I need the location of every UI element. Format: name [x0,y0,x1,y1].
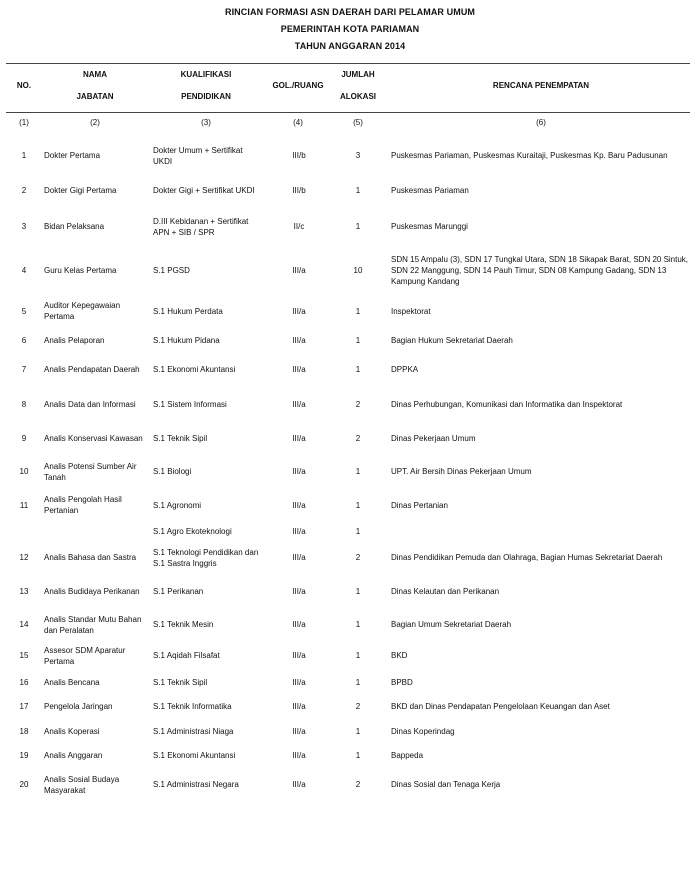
gol-ruang-cell-text: III/a [292,306,306,316]
kualifikasi-cell [153,719,263,743]
jabatan-cell [44,488,146,522]
rencana-penempatan-cell-text: Bappeda [391,751,424,760]
gol-ruang-cell [265,574,333,608]
row-number [6,294,42,328]
jumlah-alokasi-cell [333,246,383,294]
jumlah-alokasi-cell [333,207,383,246]
rencana-penempatan-cell [391,488,691,522]
jumlah-alokasi-cell [333,541,383,574]
jabatan-cell-text: Analis Bahasa dan Sastra [44,553,137,562]
kualifikasi-cell-text: S.1 Agro Ekoteknologi [153,527,232,536]
rencana-penempatan-cell-text: Dinas Koperindag [391,726,455,736]
rencana-penempatan-cell [391,670,691,694]
jabatan-cell [44,743,146,768]
rencana-penempatan-cell [391,422,691,455]
jabatan-cell [44,246,146,294]
gol-ruang-cell [265,246,333,294]
jumlah-alokasi-cell [333,641,383,670]
jabatan-cell [44,455,146,488]
jabatan-cell [44,608,146,641]
kualifikasi-cell-text: S.1 Ekonomi Akuntansi [153,365,236,374]
gol-ruang-cell [265,207,333,246]
rencana-penempatan-cell [391,174,691,207]
rencana-penempatan-cell [391,246,691,294]
jabatan-cell [44,207,146,246]
gol-ruang-cell [265,422,333,455]
gol-ruang-cell [265,541,333,574]
kualifikasi-cell [153,670,263,694]
jabatan-cell [44,541,146,574]
gol-ruang-cell [265,386,333,422]
gol-ruang-cell [265,137,333,174]
table-row [0,294,700,328]
table-row [0,137,700,174]
rencana-penempatan-cell [391,574,691,608]
kualifikasi-cell-text: S.1 Aqidah Filsafat [153,651,220,660]
jumlah-alokasi-cell-text: 10 [353,265,363,275]
row-number [6,137,42,174]
jabatan-cell [44,694,146,719]
jabatan-cell [44,137,146,174]
gol-ruang-cell [265,455,333,488]
row-number [6,207,42,246]
gol-ruang-cell-text: III/a [292,553,306,562]
jumlah-alokasi-cell-text: 3 [355,151,361,160]
jabatan-cell [44,328,146,353]
jumlah-alokasi-cell-text: 1 [355,620,361,629]
jumlah-alokasi-cell-text: 1 [355,365,361,374]
kualifikasi-cell [153,353,263,386]
gol-ruang-cell [265,174,333,207]
jabatan-cell-text: Analis Budidaya Perikanan [44,586,140,596]
kualifikasi-cell [153,246,263,294]
gol-ruang-cell-text: III/a [292,527,306,536]
header-bottom-rule [6,112,690,113]
rencana-penempatan-cell-text: BKD dan Dinas Pendapatan Pengelolaan Keuangan dan Aset [391,702,610,711]
rencana-penempatan-cell [391,353,691,386]
jumlah-alokasi-cell-text: 2 [355,553,361,562]
kualifikasi-cell [153,422,263,455]
jabatan-cell-text: Analis Koperasi [44,726,100,736]
jumlah-alokasi-cell [333,574,383,608]
row-number-text: 8 [21,399,27,409]
jumlah-alokasi-cell-text: 2 [355,399,361,409]
column-number: (4) [293,118,303,127]
jabatan-cell-text: Analis Standar Mutu Bahan dan Peralatan [44,614,142,635]
gol-ruang-cell [265,641,333,670]
gol-ruang-cell [265,294,333,328]
kualifikasi-cell-text: Dokter Umum + Sertifikat UKDI [153,145,243,166]
gol-ruang-cell [265,522,333,541]
kualifikasi-cell-text: S.1 PGSD [153,265,190,275]
jumlah-alokasi-cell-text: 1 [355,500,361,510]
table-row [0,455,700,488]
jabatan-cell-text: Analis Pelaporan [44,336,105,345]
kualifikasi-cell [153,137,263,174]
header-jumlah-alokasi: JUMLAH ALOKASI [340,70,376,101]
jumlah-alokasi-cell [333,694,383,719]
jumlah-alokasi-cell-text: 1 [355,467,361,476]
gol-ruang-cell-text: III/a [292,434,306,443]
rencana-penempatan-cell-text: UPT. Air Bersih Dinas Pekerjaan Umum [391,467,532,476]
gol-ruang-cell [265,768,333,801]
jumlah-alokasi-cell [333,455,383,488]
jabatan-cell [44,353,146,386]
gol-ruang-cell-text: III/a [292,726,306,736]
gol-ruang-cell-text: III/a [292,467,306,476]
row-number-text: 6 [21,336,27,345]
jabatan-cell [44,719,146,743]
row-number [6,422,42,455]
jumlah-alokasi-cell [333,294,383,328]
gol-ruang-cell-text: III/a [292,677,306,687]
rencana-penempatan-cell [391,768,691,801]
column-number: (5) [353,118,363,127]
title-line-2: PEMERINTAH KOTA PARIAMAN [280,24,420,34]
table-row [0,353,700,386]
rencana-penempatan-cell-text: Inspektorat [391,306,431,316]
gol-ruang-cell-text: III/a [292,365,306,374]
row-number-text: 2 [21,186,27,195]
gol-ruang-cell-text: III/a [292,751,306,760]
jabatan-cell-text: Analis Pengolah Hasil Pertanian [44,495,122,515]
table-row [0,246,700,294]
row-number-text: 18 [19,726,29,736]
rencana-penempatan-cell-text: Puskesmas Marunggi [391,222,468,231]
jabatan-cell [44,386,146,422]
rencana-penempatan-cell [391,137,691,174]
rencana-penempatan-cell [391,522,691,541]
gol-ruang-cell-text: III/a [292,620,306,629]
jumlah-alokasi-cell [333,386,383,422]
kualifikasi-cell [153,608,263,641]
header-nama-jabatan: NAMA JABATAN [76,70,114,101]
kualifikasi-cell-text: S.1 Administrasi Negara [153,780,239,789]
jabatan-cell-text: Analis Anggaran [44,751,103,760]
table-row [0,608,700,641]
rencana-penempatan-cell [391,207,691,246]
gol-ruang-cell [265,488,333,522]
jabatan-cell-text: Analis Potensi Sumber Air Tanah [44,461,137,482]
row-number [6,353,42,386]
rencana-penempatan-cell-text: BKD [391,651,408,660]
gol-ruang-cell-text: III/b [292,186,306,195]
gol-ruang-cell [265,719,333,743]
rencana-penempatan-cell-text: Dinas Perhubungan, Komunikasi dan Informatika dan Inspektorat [391,399,623,409]
rencana-penempatan-cell [391,694,691,719]
gol-ruang-cell-text: III/a [292,399,306,409]
row-number-text: 5 [21,306,27,316]
table-row [0,328,700,353]
jabatan-cell-text: Auditor Kepegawaian Pertama [44,301,121,321]
row-number [6,641,42,670]
kualifikasi-cell-text: S.1 Perikanan [153,586,204,596]
column-number: (2) [90,118,100,127]
table-body [0,137,700,801]
row-number [6,541,42,574]
kualifikasi-cell-text: S.1 Ekonomi Akuntansi [153,751,236,760]
row-number [6,174,42,207]
jabatan-cell-text: Guru Kelas Pertama [44,265,117,275]
row-number [6,670,42,694]
jabatan-cell [44,574,146,608]
gol-ruang-cell-text: III/a [292,651,306,660]
rencana-penempatan-cell [391,743,691,768]
jabatan-cell [44,670,146,694]
jumlah-alokasi-cell [333,328,383,353]
kualifikasi-cell-text: S.1 Teknik Informatika [153,702,232,711]
row-number-text: 15 [19,651,29,660]
gol-ruang-cell [265,670,333,694]
kualifikasi-cell [153,694,263,719]
jumlah-alokasi-cell-text: 1 [355,336,361,345]
kualifikasi-cell [153,455,263,488]
jabatan-cell-text: Analis Konservasi Kawasan [44,434,143,443]
jabatan-cell-text: Dokter Gigi Pertama [44,186,117,195]
jumlah-alokasi-cell [333,522,383,541]
jumlah-alokasi-cell-text: 2 [355,780,361,789]
gol-ruang-cell [265,353,333,386]
document-title [0,4,700,55]
jumlah-alokasi-cell [333,422,383,455]
rencana-penempatan-cell [391,455,691,488]
row-number-text: 9 [21,434,27,443]
jumlah-alokasi-cell [333,768,383,801]
table-row [0,386,700,422]
jabatan-cell [44,522,146,541]
kualifikasi-cell [153,743,263,768]
kualifikasi-cell [153,541,263,574]
row-number-text: 13 [19,586,29,596]
rencana-penempatan-cell [391,328,691,353]
rencana-penempatan-cell-text: DPPKA [391,365,419,374]
kualifikasi-cell-text: S.1 Teknik Mesin [153,620,214,629]
kualifikasi-cell [153,768,263,801]
kualifikasi-cell [153,174,263,207]
row-number-text: 20 [19,780,29,789]
jabatan-cell [44,294,146,328]
table-row [0,541,700,574]
table-row [0,522,700,541]
rencana-penempatan-cell-text: Puskesmas Pariaman [391,186,469,195]
jumlah-alokasi-cell-text: 1 [355,726,361,736]
row-number-text: 10 [19,467,29,476]
jabatan-cell [44,422,146,455]
header-no: NO. [16,81,32,90]
rencana-penempatan-cell [391,541,691,574]
jabatan-cell [44,768,146,801]
gol-ruang-cell-text: III/a [292,336,306,345]
table-row [0,174,700,207]
jabatan-cell-text: Analis Sosial Budaya Masyarakat [44,774,120,795]
table-row [0,207,700,246]
row-number-text: 4 [21,265,27,275]
jabatan-cell-text: Dokter Pertama [44,151,101,160]
kualifikasi-cell [153,488,263,522]
table-row [0,694,700,719]
row-number-text: 14 [19,620,29,629]
jumlah-alokasi-cell [333,137,383,174]
jabatan-cell-text: Analis Data dan Informasi [44,399,136,409]
rencana-penempatan-cell [391,641,691,670]
kualifikasi-cell [153,207,263,246]
table-row [0,743,700,768]
rencana-penempatan-cell-text: Dinas Kelautan dan Perikanan [391,586,500,596]
jabatan-cell [44,174,146,207]
jabatan-cell-text: Analis Bencana [44,677,100,687]
jumlah-alokasi-cell-text: 1 [355,651,361,660]
row-number [6,574,42,608]
row-number [6,522,42,541]
row-number [6,694,42,719]
gol-ruang-cell [265,608,333,641]
column-number: (1) [19,118,29,127]
rencana-penempatan-cell-text: Bagian Hukum Sekretariat Daerah [391,336,513,345]
jumlah-alokasi-cell-text: 1 [355,527,361,536]
jumlah-alokasi-cell-text: 1 [355,751,361,760]
jumlah-alokasi-cell [333,608,383,641]
row-number [6,246,42,294]
rencana-penempatan-cell [391,719,691,743]
table-row [0,574,700,608]
kualifikasi-cell-text: S.1 Hukum Pidana [153,336,220,345]
kualifikasi-cell [153,294,263,328]
jumlah-alokasi-cell [333,743,383,768]
kualifikasi-cell-text: S.1 Hukum Perdata [153,306,223,316]
jumlah-alokasi-cell-text: 1 [355,186,361,195]
table-row [0,768,700,801]
rencana-penempatan-cell-text: Bagian Umum Sekretariat Daerah [391,620,512,629]
kualifikasi-cell-text: D.III Kebidanan + Sertifikat APN + SIB / SPR [153,216,249,237]
row-number [6,455,42,488]
kualifikasi-cell-text: S.1 Agronomi [153,500,202,510]
kualifikasi-cell-text: S.1 Teknik Sipil [153,434,208,443]
kualifikasi-cell [153,386,263,422]
jumlah-alokasi-cell-text: 1 [355,677,361,687]
rencana-penempatan-cell-text: Puskesmas Pariaman, Puskesmas Kuraitaji, Puskesmas Kp. Baru Padusunan [391,151,668,160]
jumlah-alokasi-cell [333,719,383,743]
gol-ruang-cell [265,694,333,719]
gol-ruang-cell-text: III/b [292,151,306,160]
jabatan-cell [44,641,146,670]
kualifikasi-cell-text: S.1 Teknologi Pendidikan dan S.1 Sastra Inggris [153,547,259,568]
jumlah-alokasi-cell [333,670,383,694]
row-number [6,768,42,801]
gol-ruang-cell-text: III/a [292,500,306,510]
row-number-text: 7 [21,365,27,374]
row-number-text: 1 [21,151,27,160]
jumlah-alokasi-cell [333,174,383,207]
row-number [6,328,42,353]
jumlah-alokasi-cell-text: 2 [355,702,361,711]
row-number-text: 17 [19,702,29,711]
row-number [6,386,42,422]
kualifikasi-cell [153,328,263,353]
gol-ruang-cell [265,328,333,353]
row-number [6,488,42,522]
rencana-penempatan-cell-text: Dinas Pendidikan Pemuda dan Olahraga, Bagian Humas Sekretariat Daerah [391,553,663,562]
jumlah-alokasi-cell-text: 2 [355,434,361,443]
row-number-text: 12 [19,553,29,562]
jumlah-alokasi-cell [333,353,383,386]
row-number [6,719,42,743]
jumlah-alokasi-cell-text: 1 [355,222,361,231]
header-rencana-penempatan: RENCANA PENEMPATAN [492,81,590,90]
kualifikasi-cell-text: Dokter Gigi + Sertifikat UKDI [153,186,255,195]
kualifikasi-cell [153,574,263,608]
gol-ruang-cell-text: III/a [292,702,306,711]
jumlah-alokasi-cell [333,488,383,522]
rencana-penempatan-cell [391,386,691,422]
row-number-text: 3 [21,222,27,231]
rencana-penempatan-cell-text: SDN 15 Ampalu (3), SDN 17 Tungkal Utara, SDN 18 Sikapak Barat, SDN 20 Sintuk, SDN 22 Manggung, SDN 14 Pauh Timur, SDN 08 Kampung Gadang, SDN 13 Kampung Kandang [391,254,689,286]
gol-ruang-cell-text: II/c [293,222,305,231]
rencana-penempatan-cell [391,294,691,328]
gol-ruang-cell-text: III/a [292,780,306,789]
title-line-1: RINCIAN FORMASI ASN DAERAH DARI PELAMAR UMUM [224,7,476,17]
column-number: (3) [201,118,211,127]
kualifikasi-cell-text: S.1 Biologi [153,467,192,476]
row-number [6,608,42,641]
jabatan-cell-text: Pengelola Jaringan [44,702,113,711]
column-number-row [0,118,700,132]
rencana-penempatan-cell-text: Dinas Pekerjaan Umum [391,434,476,443]
row-number-text: 11 [19,500,29,510]
header-kualifikasi: KUALIFIKASI PENDIDIKAN [180,70,232,101]
rencana-penempatan-cell [391,608,691,641]
row-number-text: 16 [19,677,29,687]
gol-ruang-cell-text: III/a [292,586,306,596]
kualifikasi-cell-text: S.1 Teknik Sipil [153,677,208,687]
table-row [0,641,700,670]
rencana-penempatan-cell-text: Dinas Sosial dan Tenaga Kerja [391,780,501,789]
gol-ruang-cell-text: III/a [292,265,306,275]
kualifikasi-cell-text: S.1 Administrasi Niaga [153,726,234,736]
rencana-penempatan-cell-text: Dinas Pertanian [391,500,448,510]
table-row [0,719,700,743]
header-gol-ruang: GOL./RUANG [272,81,324,90]
jabatan-cell-text: Assesor SDM Aparatur Pertama [44,645,126,666]
kualifikasi-cell [153,522,263,541]
column-number: (6) [536,118,546,127]
title-line-3: TAHUN ANGGARAN 2014 [294,41,406,51]
rencana-penempatan-cell-text: BPBD [391,677,413,687]
table-row [0,488,700,522]
jumlah-alokasi-cell-text: 1 [355,306,361,316]
kualifikasi-cell-text: S.1 Sistem Informasi [153,399,227,409]
table-row [0,670,700,694]
jumlah-alokasi-cell-text: 1 [355,586,361,596]
row-number [6,743,42,768]
kualifikasi-cell [153,641,263,670]
jabatan-cell-text: Bidan Pelaksana [44,222,105,231]
row-number-text: 19 [19,751,29,760]
gol-ruang-cell [265,743,333,768]
table-row [0,422,700,455]
jabatan-cell-text: Analis Pendapatan Daerah [44,365,140,374]
